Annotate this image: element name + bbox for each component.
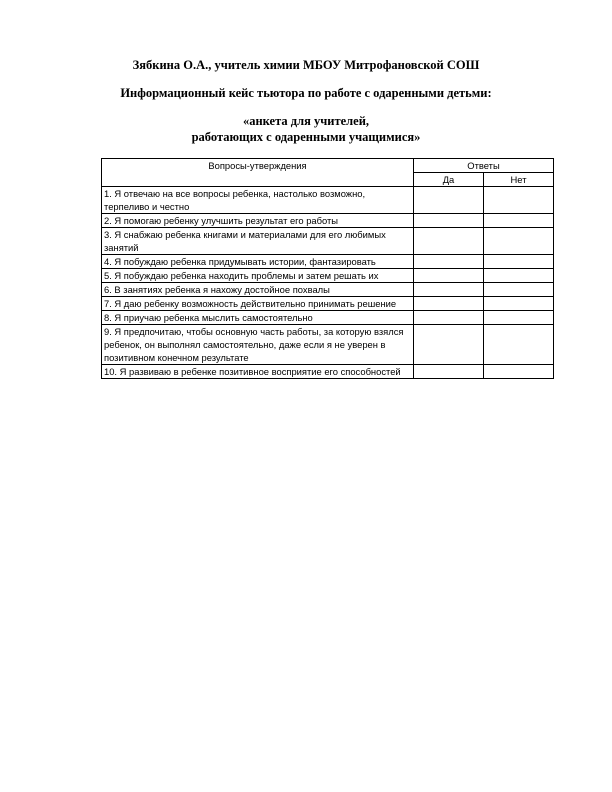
no-answer-cell[interactable] (484, 283, 554, 297)
question-text: 4. Я побуждаю ребенка придумывать истории, фантазировать (102, 255, 414, 269)
table-row (102, 365, 554, 379)
table-row (102, 255, 554, 269)
question-text: 1. Я отвечаю на все вопросы ребенка, настолько возможно, терпеливо и честно (102, 187, 414, 214)
no-answer-cell[interactable] (484, 269, 554, 283)
no-column-header: Нет (484, 173, 554, 187)
yes-answer-cell[interactable] (414, 365, 484, 379)
question-text: 3. Я снабжаю ребенка книгами и материалами для его любимых занятий (102, 228, 414, 255)
table-row (102, 297, 554, 311)
no-answer-cell[interactable] (484, 365, 554, 379)
table-row (102, 325, 554, 365)
no-answer-cell[interactable] (484, 325, 554, 365)
document-subtitle-line1: «анкета для учителей, (242, 114, 370, 128)
yes-answer-cell[interactable] (414, 255, 484, 269)
yes-answer-cell[interactable] (414, 214, 484, 228)
yes-answer-cell[interactable] (414, 311, 484, 325)
question-text: 6. В занятиях ребенка я нахожу достойное похвалы (102, 283, 414, 297)
yes-answer-cell[interactable] (414, 269, 484, 283)
question-text: 5. Я побуждаю ребенка находить проблемы и затем решать их (102, 269, 414, 283)
questions-column-header: Вопросы-утверждения (102, 159, 414, 187)
yes-answer-cell[interactable] (414, 187, 484, 214)
no-answer-cell[interactable] (484, 255, 554, 269)
table-row (102, 187, 554, 214)
answers-column-header: Ответы (414, 159, 554, 173)
yes-answer-cell[interactable] (414, 325, 484, 365)
no-answer-cell[interactable] (484, 228, 554, 255)
author-line: Зябкина О.А., учитель химии МБОУ Митрофановской СОШ (132, 58, 480, 72)
table-row (102, 228, 554, 255)
table-row (102, 269, 554, 283)
table-row (102, 283, 554, 297)
yes-answer-cell[interactable] (414, 297, 484, 311)
question-text: 10. Я развиваю в ребенке позитивное восприятие его способностей (102, 365, 414, 379)
no-answer-cell[interactable] (484, 187, 554, 214)
yes-answer-cell[interactable] (414, 228, 484, 255)
questionnaire-table (101, 158, 554, 379)
yes-answer-cell[interactable] (414, 283, 484, 297)
table-row (102, 311, 554, 325)
question-text: 8. Я приучаю ребенка мыслить самостоятельно (102, 311, 414, 325)
document-subtitle-line2: работающих с одаренными учащимися» (191, 130, 421, 144)
question-text: 2. Я помогаю ребенку улучшить результат его работы (102, 214, 414, 228)
yes-column-header: Да (414, 173, 484, 187)
question-text: 9. Я предпочитаю, чтобы основную часть работы, за которую взялся ребенок, он выполнял самостоятельно, даже если я не уверен в позитивном конечном результате (102, 325, 414, 365)
table-row (102, 214, 554, 228)
no-answer-cell[interactable] (484, 311, 554, 325)
no-answer-cell[interactable] (484, 297, 554, 311)
document-title: Информационный кейс тьютора по работе с одаренными детьми: (120, 86, 492, 100)
no-answer-cell[interactable] (484, 214, 554, 228)
question-text: 7. Я даю ребенку возможность действительно принимать решение (102, 297, 414, 311)
